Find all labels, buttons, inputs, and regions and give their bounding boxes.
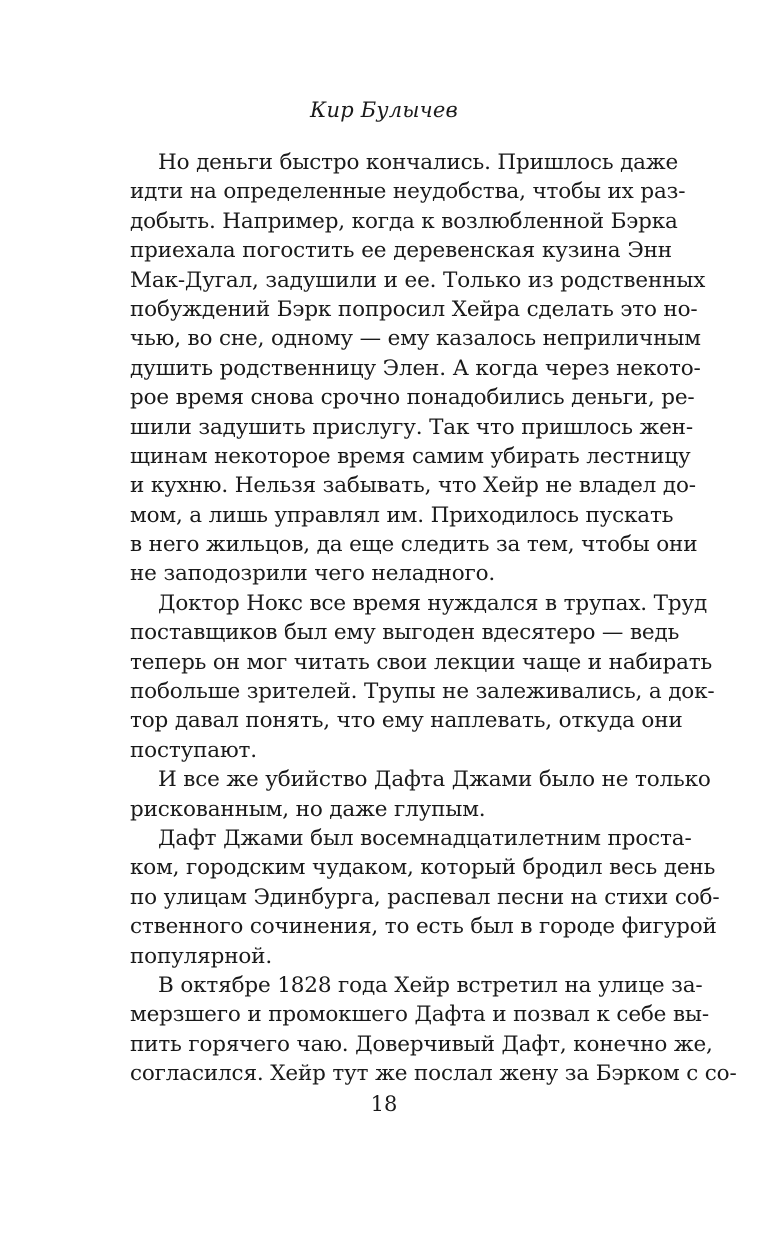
text-line: ком, городским чудаком, который бродил весь день (130, 855, 716, 881)
text-line: не заподозрили чего неладного. (130, 561, 496, 587)
text-line: поставщиков был ему выгоден вдесятеро — ведь (130, 620, 680, 646)
text-line: чью, во сне, одному — ему казалось неприличным (130, 326, 701, 352)
text-line: побуждений Бэрк попросил Хейра сделать это но- (130, 296, 698, 322)
text-line: пить горячего чаю. Доверчивый Дафт, конечно же, (130, 1031, 713, 1057)
text-line: мерзшего и промокшего Дафта и позвал к себе вы- (130, 1002, 709, 1028)
page-number: 18 (370, 1092, 398, 1116)
text-line: идти на определенные неудобства, чтобы их раз- (130, 179, 686, 205)
text-line: ственного сочинения, то есть был в городе фигурой (130, 914, 717, 940)
text-line: щинам некоторое время самим убирать лестницу (130, 443, 691, 469)
text-line: В октябре 1828 года Хейр встретил на улице за- (158, 972, 703, 998)
text-line: поступают. (130, 737, 257, 763)
text-line: рискованным, но даже глупым. (130, 796, 486, 822)
text-line: шили задушить прислугу. Так что пришлось жен- (130, 414, 693, 440)
text-line: душить родственницу Элен. А когда через некото- (130, 355, 701, 381)
text-line: и кухню. Нельзя забывать, что Хейр не владел до- (130, 473, 696, 499)
text-line: приехала погостить ее деревенская кузина Энн (130, 238, 672, 264)
running-head: Кир Булычев (310, 98, 458, 122)
text-line: Дафт Джами был восемнадцатилетним проста- (158, 825, 692, 851)
text-line: побольше зрителей. Трупы не залеживались, а док- (130, 679, 715, 705)
text-line: по улицам Эдинбурга, распевал песни на стихи соб- (130, 884, 720, 910)
text-line: Мак-Дугал, задушили и ее. Только из родственных (130, 267, 706, 293)
text-line: тор давал понять, что ему наплевать, откуда они (130, 708, 683, 734)
text-line: согласился. Хейр тут же послал жену за Бэрком с со- (130, 1061, 737, 1087)
text-line: теперь он мог читать свои лекции чаще и набирать (130, 649, 713, 675)
body-text (130, 148, 737, 1089)
text-line: И все же убийство Дафта Джами было не только (158, 767, 711, 793)
text-line: мом, а лишь управлял им. Приходилось пускать (130, 502, 674, 528)
text-line: популярной. (130, 943, 273, 969)
text-line: в него жильцов, да еще следить за тем, чтобы они (130, 532, 698, 558)
text-line: добыть. Например, когда к возлюбленной Бэрка (130, 208, 678, 234)
text-line: Но деньги быстро кончались. Пришлось даже (158, 150, 679, 175)
text-line: Доктор Нокс все время нуждался в трупах. Труд (158, 590, 708, 616)
text-line: рое время снова срочно понадобились деньги, ре- (130, 385, 695, 411)
